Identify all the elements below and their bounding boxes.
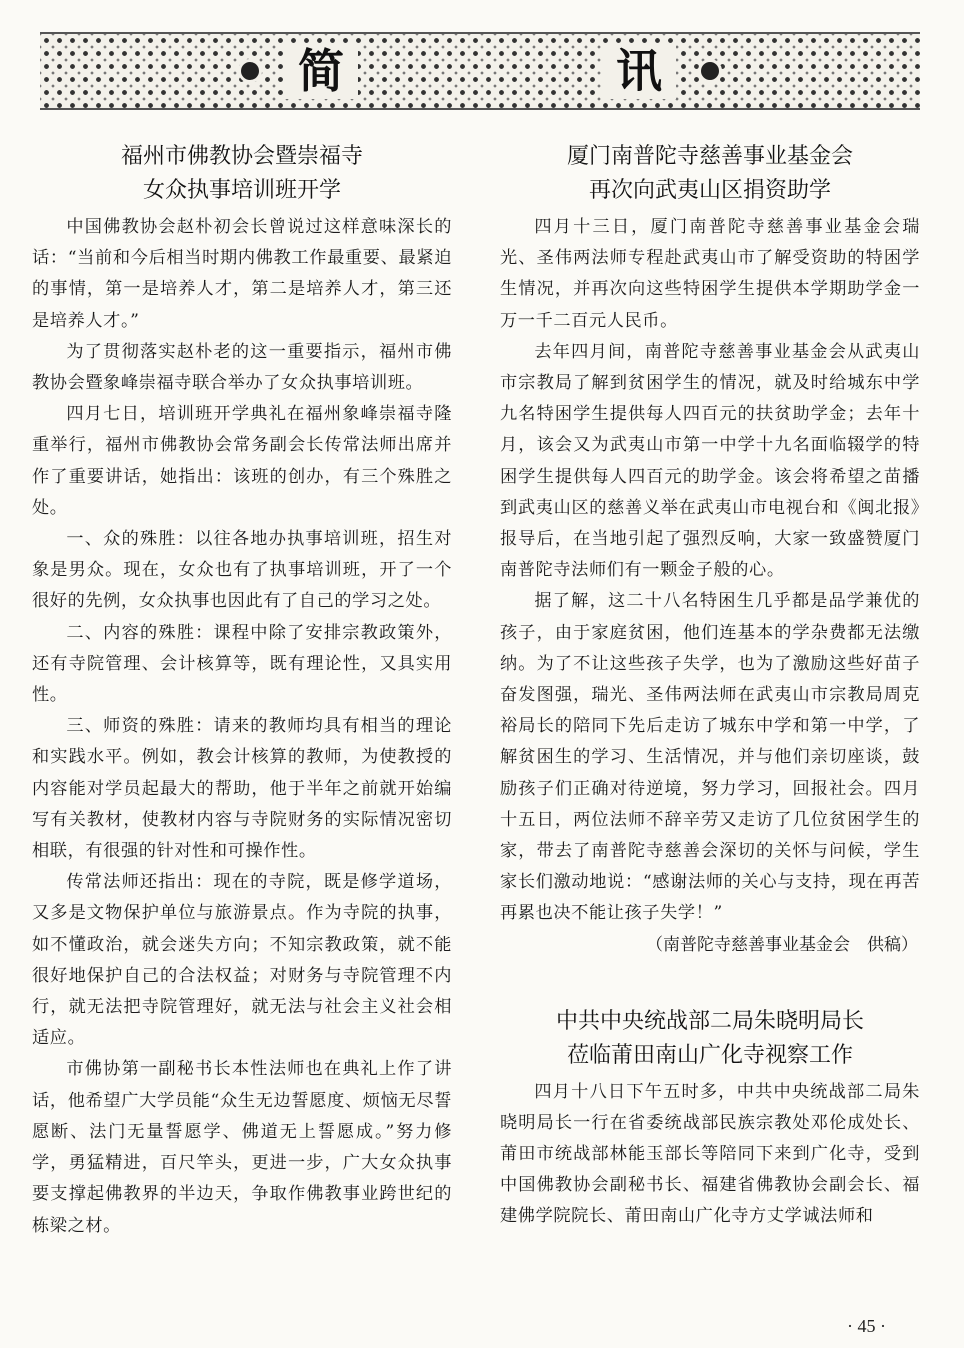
article-paragraph: 四月十三日，厦门南普陀寺慈善事业基金会瑞光、圣伟两法师专程赴武夷山市了解受资助的特困学生情况，并再次向这些特困学生提供本学期助学金一万一千二百元人民币。 bbox=[500, 217, 920, 331]
bullet-dot-icon bbox=[698, 59, 722, 83]
article-paragraph: 为了贯彻落实赵朴老的这一重要指示，福州市佛教协会暨象峰崇福寺联合举办了女众执事培训班。 bbox=[32, 341, 452, 394]
article-paragraph: 一、众的殊胜：以往各地办执事培训班，招生对象是男众。现在，女众也有了执事培训班，开了一个很好的先例，女众执事也因此有了自己的学习之处。 bbox=[32, 529, 452, 612]
page-number: · 45 · bbox=[847, 1316, 886, 1336]
article-title bbox=[32, 140, 452, 208]
article-paragraph: 二、内容的殊胜：课程中除了安排宗教政策外，还有寺院管理、会计核算等，既有理论性，又具实用性。 bbox=[32, 622, 452, 706]
banner-title-char-1: 简 bbox=[284, 43, 358, 99]
article-title-line-1: 中共中央统战部二局朱晓明局长 bbox=[555, 1008, 864, 1034]
article-title-line-1: 福州市佛教协会暨崇福寺 bbox=[120, 144, 363, 169]
article-paragraph: 据了解，这二十八名特困生几乎都是品学兼优的孩子，由于家庭贫困，他们连基本的学杂费都无法缴纳。为了不让这些孩子失学，也为了激励这些好苗子奋发图强，瑞光、圣伟两法师在武夷山市宗教局周克裕局长的陪同下先后走访了城东中学和第一中学，了解贫困生的学习、生活情况，并与他们亲切座谈，鼓励孩子们正确对待逆境，努力学习，回报社会。四月十五日，两位法师不辞辛劳又走访了几位贫困学生的家，带去了南普陀寺慈善会深切的关怀与问候，学生家长们激动地说：“感谢法师的关心与支持，现在再苦再累也决不能让孩子失学！” bbox=[500, 591, 920, 924]
banner-title-char-2: 讯 bbox=[602, 43, 676, 99]
right-column bbox=[500, 140, 920, 1233]
article-paragraph: 四月十八日下午五时多，中共中央统战部二局朱晓明局长一行在省委统战部民族宗教处邓伦成处长、莆田市统战部林能玉部长等陪同下来到广化寺，受到中国佛教协会副秘书长、福建省佛教协会副会长、福建佛学院院长、莆田南山广化寺方丈学诚法师和 bbox=[500, 1081, 920, 1227]
section-banner bbox=[40, 32, 920, 110]
article-title bbox=[500, 140, 920, 208]
article-title bbox=[500, 1005, 920, 1073]
article-title-line-2: 女众执事培训班开学 bbox=[142, 178, 341, 203]
bullet-dot-icon bbox=[238, 59, 262, 83]
article-paragraph: 三、师资的殊胜：请来的教师均具有相当的理论和实践水平。例如，教会计核算的教师，为使教授的内容能对学员起最大的帮助，他于半年之前就开始编写有关教材，使教材内容与寺院财务的实际情况密切相联，有很强的针对性和可操作性。 bbox=[32, 716, 452, 862]
article-paragraph: 四月七日，培训班开学典礼在福州象峰崇福寺隆重举行，福州市佛教协会常务副会长传常法师出席并作了重要讲话，她指出：该班的创办，有三个殊胜之处。 bbox=[32, 404, 452, 518]
article-paragraph: 去年四月间，南普陀寺慈善事业基金会从武夷山市宗教局了解到贫困学生的情况，就及时给城东中学九名特困学生提供每人四百元的扶贫助学金；去年十月，该会又为武夷山市第一中学十九名面临辍学的特困学生提供每人四百元的助学金。该会将希望之苗播到武夷山区的慈善义举在武夷山市电视台和《闽北报》报导后，在当地引起了强烈反响，大家一致盛赞厦门南普陀寺法师们有一颗金子般的心。 bbox=[500, 341, 920, 581]
article-title-line-2: 莅临莆田南山广化寺视察工作 bbox=[566, 1042, 853, 1068]
article-paragraph: 市佛协第一副秘书长本性法师也在典礼上作了讲话，他希望广大学员能“众生无边誓愿度、烦恼无尽誓愿断、法门无量誓愿学、佛道无上誓愿成。”努力修学，勇猛精进，百尺竿头，更进一步，广大女众执事要支撑起佛教界的半边天，争取作佛教事业跨世纪的栋梁之材。 bbox=[32, 1059, 452, 1236]
article-paragraph: 中国佛教协会赵朴初会长曾说过这样意味深长的话：“当前和今后相当时期内佛教工作最重要、最紧迫的事情，第一是培养人才，第二是培养人才，第三还是培养人才。” bbox=[32, 217, 452, 331]
left-column bbox=[32, 140, 452, 1242]
article-title-line-2: 再次向武夷山区捐资助学 bbox=[588, 178, 831, 203]
article-paragraph: 传常法师还指出：现在的寺院，既是修学道场，又多是文物保护单位与旅游景点。作为寺院的执事，如不懂政治，就会迷失方向；不知宗教政策，就不能很好地保护自己的合法权益；对财务与寺院管理不内行，就无法把寺院管理好，就无法与社会主义社会相适应。 bbox=[32, 872, 452, 1049]
article-title-line-1: 厦门南普陀寺慈善事业基金会 bbox=[566, 144, 853, 169]
article-credit: （南普陀寺慈善事业基金会 供稿） bbox=[646, 934, 918, 955]
